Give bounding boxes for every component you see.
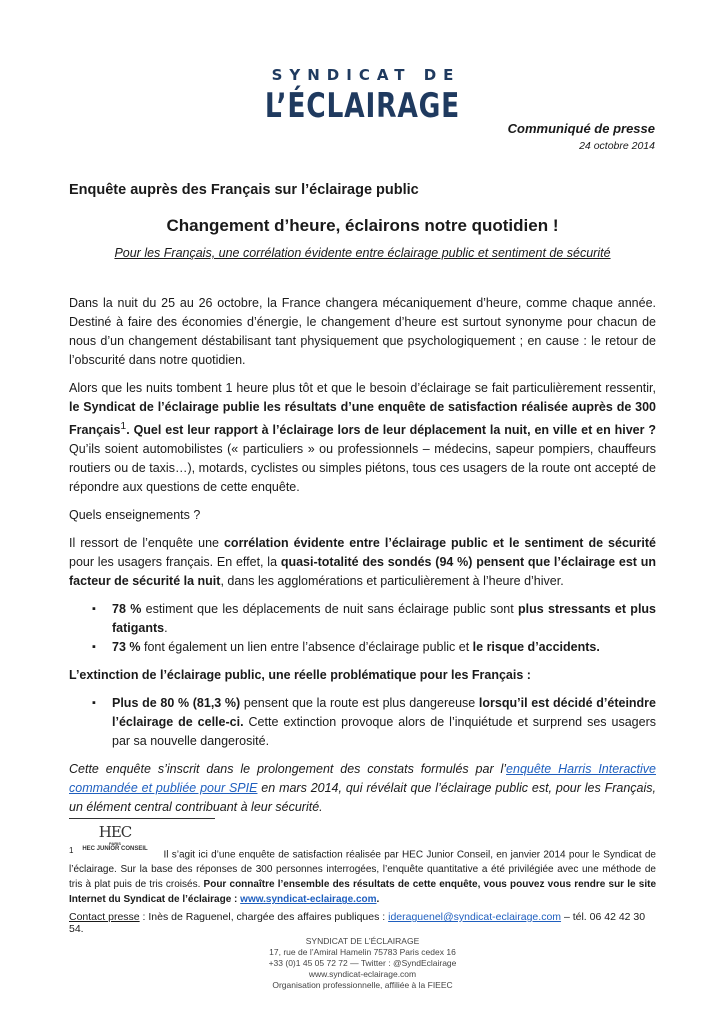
paragraph-intro: Dans la nuit du 25 au 26 octobre, la France changera mécaniquement d’heure, comme chaque année. Destiné à faire des économies d’énergie, le changement d’heure est surtout synonyme pour chacun de nous d’un changement déstabilisant tant physiquement que psychologiquement ; en cause : le retour de l’obscurité dans notre quotidien. — [69, 296, 656, 367]
list-item — [112, 694, 656, 751]
text-run-bold: le Syndicat de l’éclairage publie les résultats d’une enquête de satisfaction réalisée auprès de 300 Français — [69, 400, 656, 438]
website-link[interactable]: www.syndicat-eclairage.com — [240, 894, 377, 906]
logo — [0, 66, 725, 126]
text-run: – tél. 06 42 42 30 54. — [69, 911, 646, 935]
hec-mark: HEC — [98, 823, 132, 841]
document-body — [69, 294, 656, 826]
list-item — [112, 600, 656, 638]
text-run-bold: corrélation évidente entre l’éclairage public et le sentiment de sécurité — [223, 536, 656, 551]
text-run: Alors que les nuits tombent 1 heure plus tôt et que le besoin d’éclairage se fait particulièrement ressentir, — [69, 381, 656, 395]
footer-line: +33 (0)1 45 05 72 72 — Twitter : @SyndEclairage — [268, 958, 457, 968]
footer-line: 17, rue de l’Amiral Hamelin 75783 Paris cedex 16 — [269, 947, 456, 957]
findings-list — [69, 600, 656, 657]
paragraph-conclusion — [69, 760, 656, 817]
text-run: font également un lien entre l’absence d’éclairage public et — [140, 640, 473, 655]
text-run-bold: Plus de 80 % (81,3 %) — [112, 696, 241, 711]
press-release-label: Communiqué de presse — [507, 121, 655, 136]
text-run: pour les usagers français. En effet, la — [69, 555, 281, 570]
contact-email-link[interactable]: ideraguenel@syndicat-eclairage.com — [388, 911, 562, 923]
paragraph-survey — [69, 379, 656, 497]
paragraph-findings — [69, 534, 656, 591]
text-run-bold: Quel est leur rapport à l’éclairage lors de leur déplacement la nuit, en ville et en hiver ? — [133, 423, 656, 438]
harris-survey-link[interactable]: enquête Harris Interactive commandée et publiée pour SPIE — [69, 762, 656, 796]
footnote-number: 1 — [69, 846, 74, 855]
logo-line-2: L’ÉCLAIRAGE — [264, 86, 461, 126]
text-run-bold: le risque d’accidents. — [472, 640, 600, 655]
footer-line: SYNDICAT DE L’ÉCLAIRAGE — [305, 936, 420, 946]
text-run-bold: L’extinction de l’éclairage public, une réelle problématique pour les Français : — [69, 668, 531, 683]
footnote-divider — [69, 818, 215, 819]
text-run: pensent que la route est plus dangereuse — [240, 696, 479, 711]
paragraph-question: Quels enseignements ? — [69, 508, 201, 523]
logo-line-1: SYNDICAT DE — [271, 66, 461, 84]
footnote — [69, 843, 656, 907]
page-footer — [0, 936, 725, 991]
footnote-ref: 1 — [120, 421, 127, 432]
text-run: en mars 2014, qui révélait que l’éclairage public est, pour les Français, un élément central contribuant à leur sécurité. — [69, 781, 656, 815]
document-heading: Enquête auprès des Français sur l’éclairage public — [69, 182, 419, 198]
text-run: , dans les agglomérations et particulièrement à l’heure d’hiver. — [220, 574, 564, 589]
text-run-bold: . — [126, 423, 134, 438]
text-run-bold: 78 % — [112, 602, 142, 617]
document-subtitle: Pour les Français, une corrélation évidente entre éclairage public et sentiment de sécurité — [114, 246, 611, 260]
text-run: . — [164, 621, 168, 636]
footer-line: www.syndicat-eclairage.com — [308, 969, 417, 979]
text-run-bold: plus stressants et plus fatigants — [112, 602, 656, 636]
press-contact — [69, 911, 656, 935]
press-release-header — [508, 121, 655, 152]
extinction-list — [69, 694, 656, 751]
text-run-bold: lorsqu’il est décidé d’éteindre l’éclairage de celle-ci. — [112, 696, 657, 730]
text-run: Cette enquête s’inscrit dans le prolongement des constats formulés par l’ — [69, 762, 507, 777]
text-run-bold: quasi-totalité des sondés (94 %) pensent que l’éclairage est un facteur de sécurité la nuit — [69, 555, 656, 589]
text-run: Qu’ils soient automobilistes (« particuliers » ou professionnels – médecins, sapeur pompiers, chauffeurs routiers ou de taxis…), motards, cyclistes ou simples piétons, tous ces usagers de la route ont accepté de répondre aux questions de cette enquête. — [69, 442, 656, 495]
section-heading-extinction — [69, 666, 656, 685]
contact-label: Contact presse — [69, 911, 140, 923]
text-run-bold: Pour connaître l’ensemble des résultats de cette enquête, vous pouvez vous rendre sur le site Internet du Syndicat de l’éclairage : — [69, 879, 656, 906]
hec-paris: PARIS — [109, 841, 121, 846]
text-run: Il ressort de l’enquête une — [69, 536, 224, 551]
press-release-date: 24 octobre 2014 — [579, 140, 655, 152]
text-run-bold: . — [376, 894, 380, 906]
footer-line: Organisation professionnelle, affiliée à la FIEEC — [272, 980, 453, 990]
text-run-bold: 73 % — [112, 640, 141, 655]
text-run: Il s’agit ici d’une enquête de satisfaction réalisée par HEC Junior Conseil, en janvier 2014 pour le Syndicat de l’éclairage. Sur la base des réponses de 300 personnes interrogées, l’enquête quantitative a été privilégiée avec une méthode de tris à plat puis de tris croisés. — [69, 849, 656, 891]
list-item — [112, 638, 656, 657]
text-run: Cette extinction provoque alors de l’inquiétude et surprend ses usagers par sa nouvelle dangerosité. — [112, 715, 656, 749]
text-run: : Inès de Raguenel, chargée des affaires publiques : — [139, 911, 389, 923]
document-title: Changement d’heure, éclairons notre quotidien ! — [166, 216, 559, 235]
hec-name: HEC JUNIOR CONSEIL — [82, 846, 148, 852]
text-run: estiment que les déplacements de nuit sans éclairage public sont — [141, 602, 519, 617]
